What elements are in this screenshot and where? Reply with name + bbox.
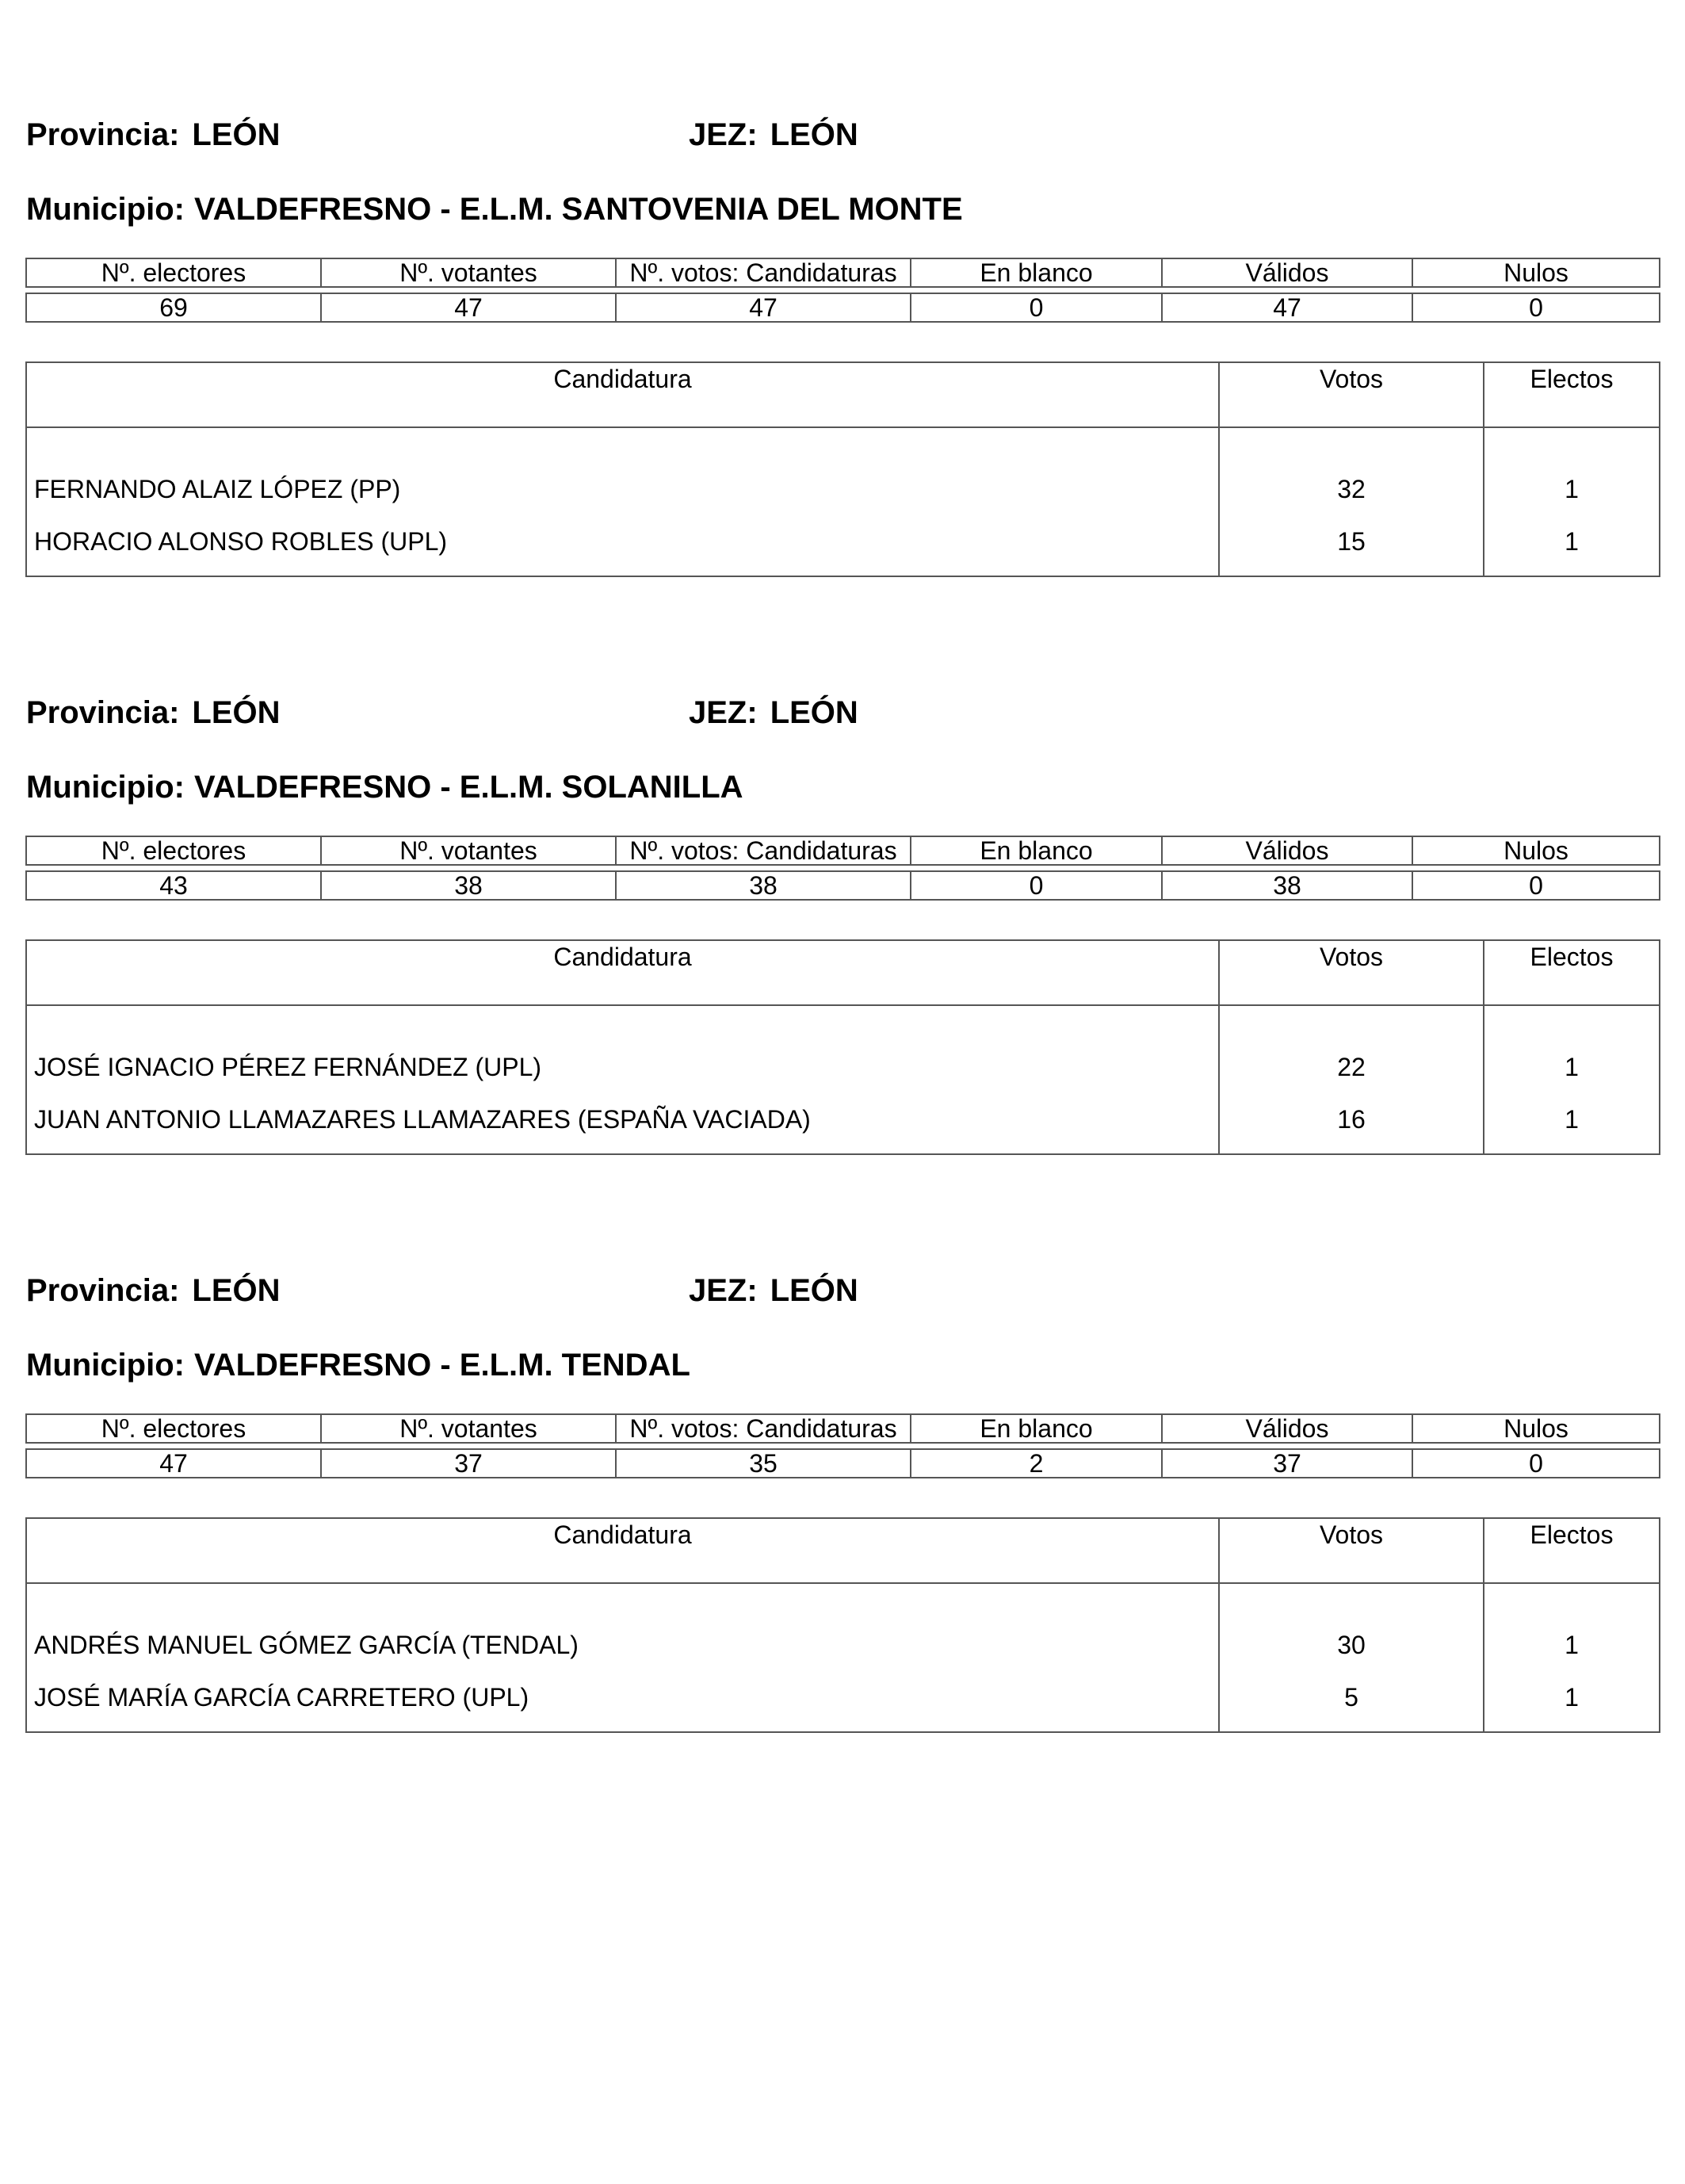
value-nulos: 0 — [1412, 871, 1660, 900]
value-electores: 43 — [26, 871, 321, 900]
candidate-electos: 1 — [1484, 1090, 1660, 1154]
header-votos: Votos — [1219, 940, 1484, 1005]
jez-label: JEZ: — [689, 695, 758, 730]
candidates-header-row — [26, 940, 1660, 1005]
candidate-name: JUAN ANTONIO LLAMAZARES LLAMAZARES (ESPAÑA VACIADA) — [26, 1090, 1219, 1154]
jez-value: LEÓN — [770, 695, 858, 730]
header-en-blanco: En blanco — [911, 258, 1162, 287]
jez-line — [689, 1272, 858, 1310]
jez-label: JEZ: — [689, 117, 758, 152]
candidate-name: FERNANDO ALAIZ LÓPEZ (PP) — [26, 427, 1219, 512]
provincia-label: Provincia: — [26, 117, 180, 152]
value-votantes: 47 — [321, 293, 616, 322]
header-electores: Nº. electores — [26, 1414, 321, 1443]
value-electores: 47 — [26, 1449, 321, 1478]
provincia-line — [26, 116, 281, 154]
candidates-table — [25, 361, 1660, 577]
municipio-label: Municipio: — [26, 770, 185, 805]
value-nulos: 0 — [1412, 1449, 1660, 1478]
jez-label: JEZ: — [689, 1273, 758, 1308]
municipio-line — [26, 190, 963, 228]
value-nulos: 0 — [1412, 293, 1660, 322]
stats-gap — [26, 1443, 1660, 1449]
header-votantes: Nº. votantes — [321, 258, 616, 287]
jez-line — [689, 694, 858, 732]
candidate-votos: 5 — [1219, 1668, 1484, 1732]
header-votantes: Nº. votantes — [321, 1414, 616, 1443]
header-electos: Electos — [1484, 362, 1660, 427]
jez-line — [689, 116, 858, 154]
header-candidatura: Candidatura — [26, 1518, 1219, 1583]
header-nulos: Nulos — [1412, 1414, 1660, 1443]
stats-table — [25, 836, 1660, 901]
header-votantes: Nº. votantes — [321, 836, 616, 865]
candidate-name: ANDRÉS MANUEL GÓMEZ GARCÍA (TENDAL) — [26, 1583, 1219, 1668]
candidate-votos: 15 — [1219, 512, 1484, 576]
stats-table — [25, 258, 1660, 323]
candidate-votos: 30 — [1219, 1583, 1484, 1668]
header-candidatura: Candidatura — [26, 362, 1219, 427]
header-electores: Nº. electores — [26, 258, 321, 287]
header-en-blanco: En blanco — [911, 836, 1162, 865]
header-electores: Nº. electores — [26, 836, 321, 865]
candidate-votos: 16 — [1219, 1090, 1484, 1154]
candidates-table — [25, 1517, 1660, 1733]
header-candidatura: Candidatura — [26, 940, 1219, 1005]
provincia-line — [26, 1272, 281, 1310]
value-votantes: 38 — [321, 871, 616, 900]
candidate-name: HORACIO ALONSO ROBLES (UPL) — [26, 512, 1219, 576]
stats-gap — [26, 287, 1660, 293]
candidate-electos: 1 — [1484, 1005, 1660, 1090]
header-nulos: Nulos — [1412, 258, 1660, 287]
candidate-row — [26, 1005, 1660, 1090]
header-nulos: Nulos — [1412, 836, 1660, 865]
municipio-value: VALDEFRESNO - E.L.M. SOLANILLA — [193, 770, 743, 805]
candidates-header-row — [26, 362, 1660, 427]
header-votos-candidaturas: Nº. votos: Candidaturas — [616, 836, 911, 865]
provincia-value: LEÓN — [192, 1273, 281, 1308]
candidate-electos: 1 — [1484, 512, 1660, 576]
provincia-label: Provincia: — [26, 1273, 180, 1308]
candidates-table — [25, 939, 1660, 1155]
municipio-label: Municipio: — [26, 1348, 185, 1383]
candidate-row — [26, 427, 1660, 512]
stats-value-row — [26, 871, 1660, 900]
value-validos: 37 — [1162, 1449, 1412, 1478]
value-electores: 69 — [26, 293, 321, 322]
value-votantes: 37 — [321, 1449, 616, 1478]
stats-value-row — [26, 293, 1660, 322]
header-votos-candidaturas: Nº. votos: Candidaturas — [616, 258, 911, 287]
value-en-blanco: 2 — [911, 1449, 1162, 1478]
value-validos: 38 — [1162, 871, 1412, 900]
candidate-row — [26, 1090, 1660, 1154]
candidate-name: JOSÉ MARÍA GARCÍA CARRETERO (UPL) — [26, 1668, 1219, 1732]
stats-gap — [26, 865, 1660, 871]
municipio-line — [26, 768, 743, 806]
candidates-header-row — [26, 1518, 1660, 1583]
header-validos: Válidos — [1162, 1414, 1412, 1443]
header-electos: Electos — [1484, 940, 1660, 1005]
candidate-electos: 1 — [1484, 1668, 1660, 1732]
candidate-electos: 1 — [1484, 1583, 1660, 1668]
header-electos: Electos — [1484, 1518, 1660, 1583]
header-validos: Válidos — [1162, 836, 1412, 865]
candidate-row — [26, 1668, 1660, 1732]
value-en-blanco: 0 — [911, 871, 1162, 900]
result-block-tendal — [0, 1156, 1685, 1735]
header-votos: Votos — [1219, 1518, 1484, 1583]
result-block-santovenia — [0, 0, 1685, 579]
provincia-label: Provincia: — [26, 695, 180, 730]
candidate-name: JOSÉ IGNACIO PÉREZ FERNÁNDEZ (UPL) — [26, 1005, 1219, 1090]
municipio-label: Municipio: — [26, 192, 185, 227]
value-votos-candidaturas: 47 — [616, 293, 911, 322]
header-votos-candidaturas: Nº. votos: Candidaturas — [616, 1414, 911, 1443]
stats-header-row — [26, 1414, 1660, 1443]
candidate-votos: 32 — [1219, 427, 1484, 512]
provincia-value: LEÓN — [192, 117, 281, 152]
candidate-votos: 22 — [1219, 1005, 1484, 1090]
stats-value-row — [26, 1449, 1660, 1478]
header-validos: Válidos — [1162, 258, 1412, 287]
value-validos: 47 — [1162, 293, 1412, 322]
header-en-blanco: En blanco — [911, 1414, 1162, 1443]
provincia-value: LEÓN — [192, 695, 281, 730]
municipio-line — [26, 1346, 690, 1384]
candidate-electos: 1 — [1484, 427, 1660, 512]
stats-table — [25, 1413, 1660, 1478]
value-votos-candidaturas: 35 — [616, 1449, 911, 1478]
jez-value: LEÓN — [770, 1273, 858, 1308]
value-en-blanco: 0 — [911, 293, 1162, 322]
provincia-line — [26, 694, 281, 732]
stats-header-row — [26, 836, 1660, 865]
candidate-row — [26, 1583, 1660, 1668]
stats-header-row — [26, 258, 1660, 287]
jez-value: LEÓN — [770, 117, 858, 152]
value-votos-candidaturas: 38 — [616, 871, 911, 900]
candidate-row — [26, 512, 1660, 576]
municipio-value: VALDEFRESNO - E.L.M. SANTOVENIA DEL MONTE — [193, 192, 963, 227]
header-votos: Votos — [1219, 362, 1484, 427]
municipio-value: VALDEFRESNO - E.L.M. TENDAL — [193, 1348, 690, 1383]
result-block-solanilla — [0, 578, 1685, 1157]
